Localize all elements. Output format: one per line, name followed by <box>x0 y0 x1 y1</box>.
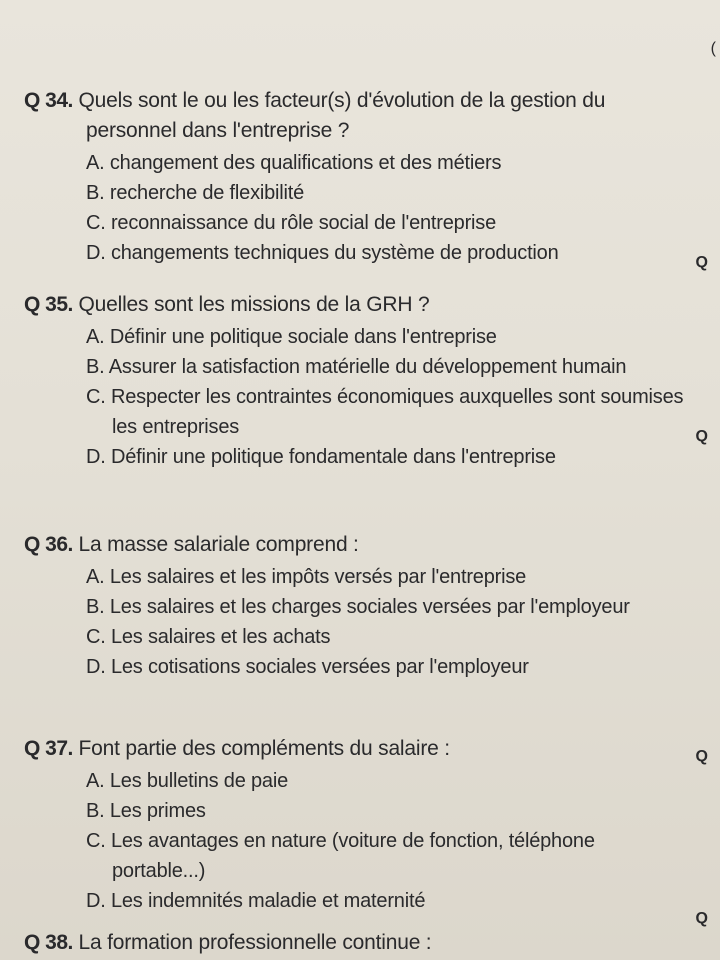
margin-mark: Q <box>695 254 708 271</box>
option-c: C. Respecter les contraintes économiques auxquelles sont soumises les entreprises <box>86 386 684 438</box>
option-list <box>86 148 700 268</box>
option-a: A. Les bulletins de paie <box>86 770 289 792</box>
question-title <box>24 530 700 560</box>
question-title <box>24 290 700 320</box>
question-35 <box>24 290 700 472</box>
option-a: A. Les salaires et les impôts versés par l'entreprise <box>86 566 527 588</box>
question-number: Q 38. <box>24 931 73 954</box>
margin-mark: Q <box>695 428 708 445</box>
question-36 <box>24 530 700 682</box>
question-34 <box>24 86 700 268</box>
question-number: Q 35. <box>24 293 73 316</box>
margin-mark: Q <box>695 748 708 765</box>
margin-mark: Q <box>695 910 708 927</box>
question-number: Q 37. <box>24 737 73 760</box>
option-c: C. reconnaissance du rôle social de l'entreprise <box>86 212 496 234</box>
question-38 <box>24 928 700 958</box>
option-c: C. Les avantages en nature (voiture de fonction, téléphone portable...) <box>86 830 595 882</box>
question-text: Quelles sont les missions de la GRH ? <box>78 293 430 316</box>
option-b: B. recherche de flexibilité <box>86 182 305 204</box>
option-b: B. Assurer la satisfaction matérielle du développement humain <box>86 356 627 378</box>
question-37 <box>24 734 700 916</box>
option-b: B. Les salaires et les charges sociales versées par l'employeur <box>86 596 630 618</box>
option-a: A. changement des qualifications et des métiers <box>86 152 502 174</box>
option-d: D. Définir une politique fondamentale dans l'entreprise <box>86 446 556 468</box>
question-title <box>24 734 700 764</box>
margin-mark: ( <box>710 40 716 57</box>
option-list <box>86 562 700 682</box>
question-text: Quels sont le ou les facteur(s) d'évolution de la gestion du personnel dans l'entreprise ? <box>78 89 606 142</box>
option-b: B. Les primes <box>86 800 206 822</box>
option-c: C. Les salaires et les achats <box>86 626 331 648</box>
option-a: A. Définir une politique sociale dans l'entreprise <box>86 326 497 348</box>
option-d: D. Les cotisations sociales versées par l'employeur <box>86 656 529 678</box>
question-text: La formation professionnelle continue : <box>78 931 432 954</box>
question-number: Q 36. <box>24 533 73 556</box>
question-number: Q 34. <box>24 89 73 112</box>
option-d: D. changements techniques du système de production <box>86 242 559 264</box>
question-text: Font partie des compléments du salaire : <box>78 737 450 760</box>
question-text: La masse salariale comprend : <box>78 533 359 556</box>
question-title <box>24 928 700 958</box>
option-d: D. Les indemnités maladie et maternité <box>86 890 426 912</box>
question-title <box>24 86 700 146</box>
option-list <box>86 766 700 916</box>
option-list <box>86 322 700 472</box>
